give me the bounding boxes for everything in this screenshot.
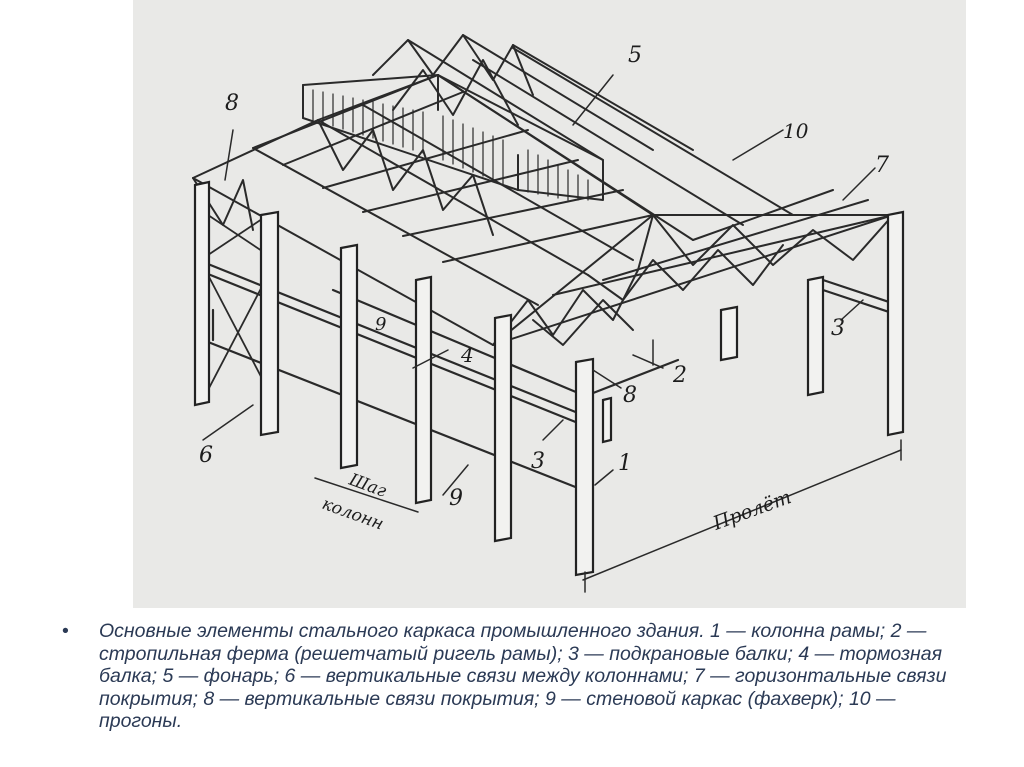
label-6: 6	[199, 443, 213, 468]
label-8-center: 8	[623, 383, 637, 408]
label-3-right: 3	[831, 316, 845, 341]
label-10: 10	[783, 119, 809, 143]
column-bracing	[208, 215, 268, 390]
column-step-label-line2: колонн	[319, 493, 387, 535]
steel-frame-drawing	[133, 0, 966, 608]
label-5: 5	[628, 43, 642, 68]
label-7: 7	[875, 153, 889, 178]
roof-structure	[193, 35, 893, 345]
column-step-label-line1: Шаг	[346, 469, 389, 502]
label-9-lower: 9	[449, 486, 463, 511]
label-2: 2	[673, 363, 687, 388]
label-9-upper: 9	[375, 314, 387, 335]
span-label: Пролёт	[710, 486, 795, 535]
label-8-left: 8	[225, 91, 239, 116]
label-3-center: 3	[531, 449, 545, 474]
steel-frame-illustration	[133, 0, 966, 608]
crane-beams	[203, 262, 898, 490]
label-1: 1	[618, 451, 632, 476]
caption-bullet: •	[62, 620, 69, 642]
label-4: 4	[461, 343, 474, 367]
caption-text: Основные элементы стального каркаса промышленного здания. 1 — колонна рамы; 2 — стропильная ферма (решетчатый ригель рамы); 3 — подкрановые балки; 4 — тормозная балка; 5 — фонарь; 6 — вертикальные связи между колоннами; 7 — горизонтальные связи покрытия; 8 — вертикальные связи покрытия; 9 — стеновой каркас (фахверк); 10 — прогоны.	[99, 620, 947, 732]
